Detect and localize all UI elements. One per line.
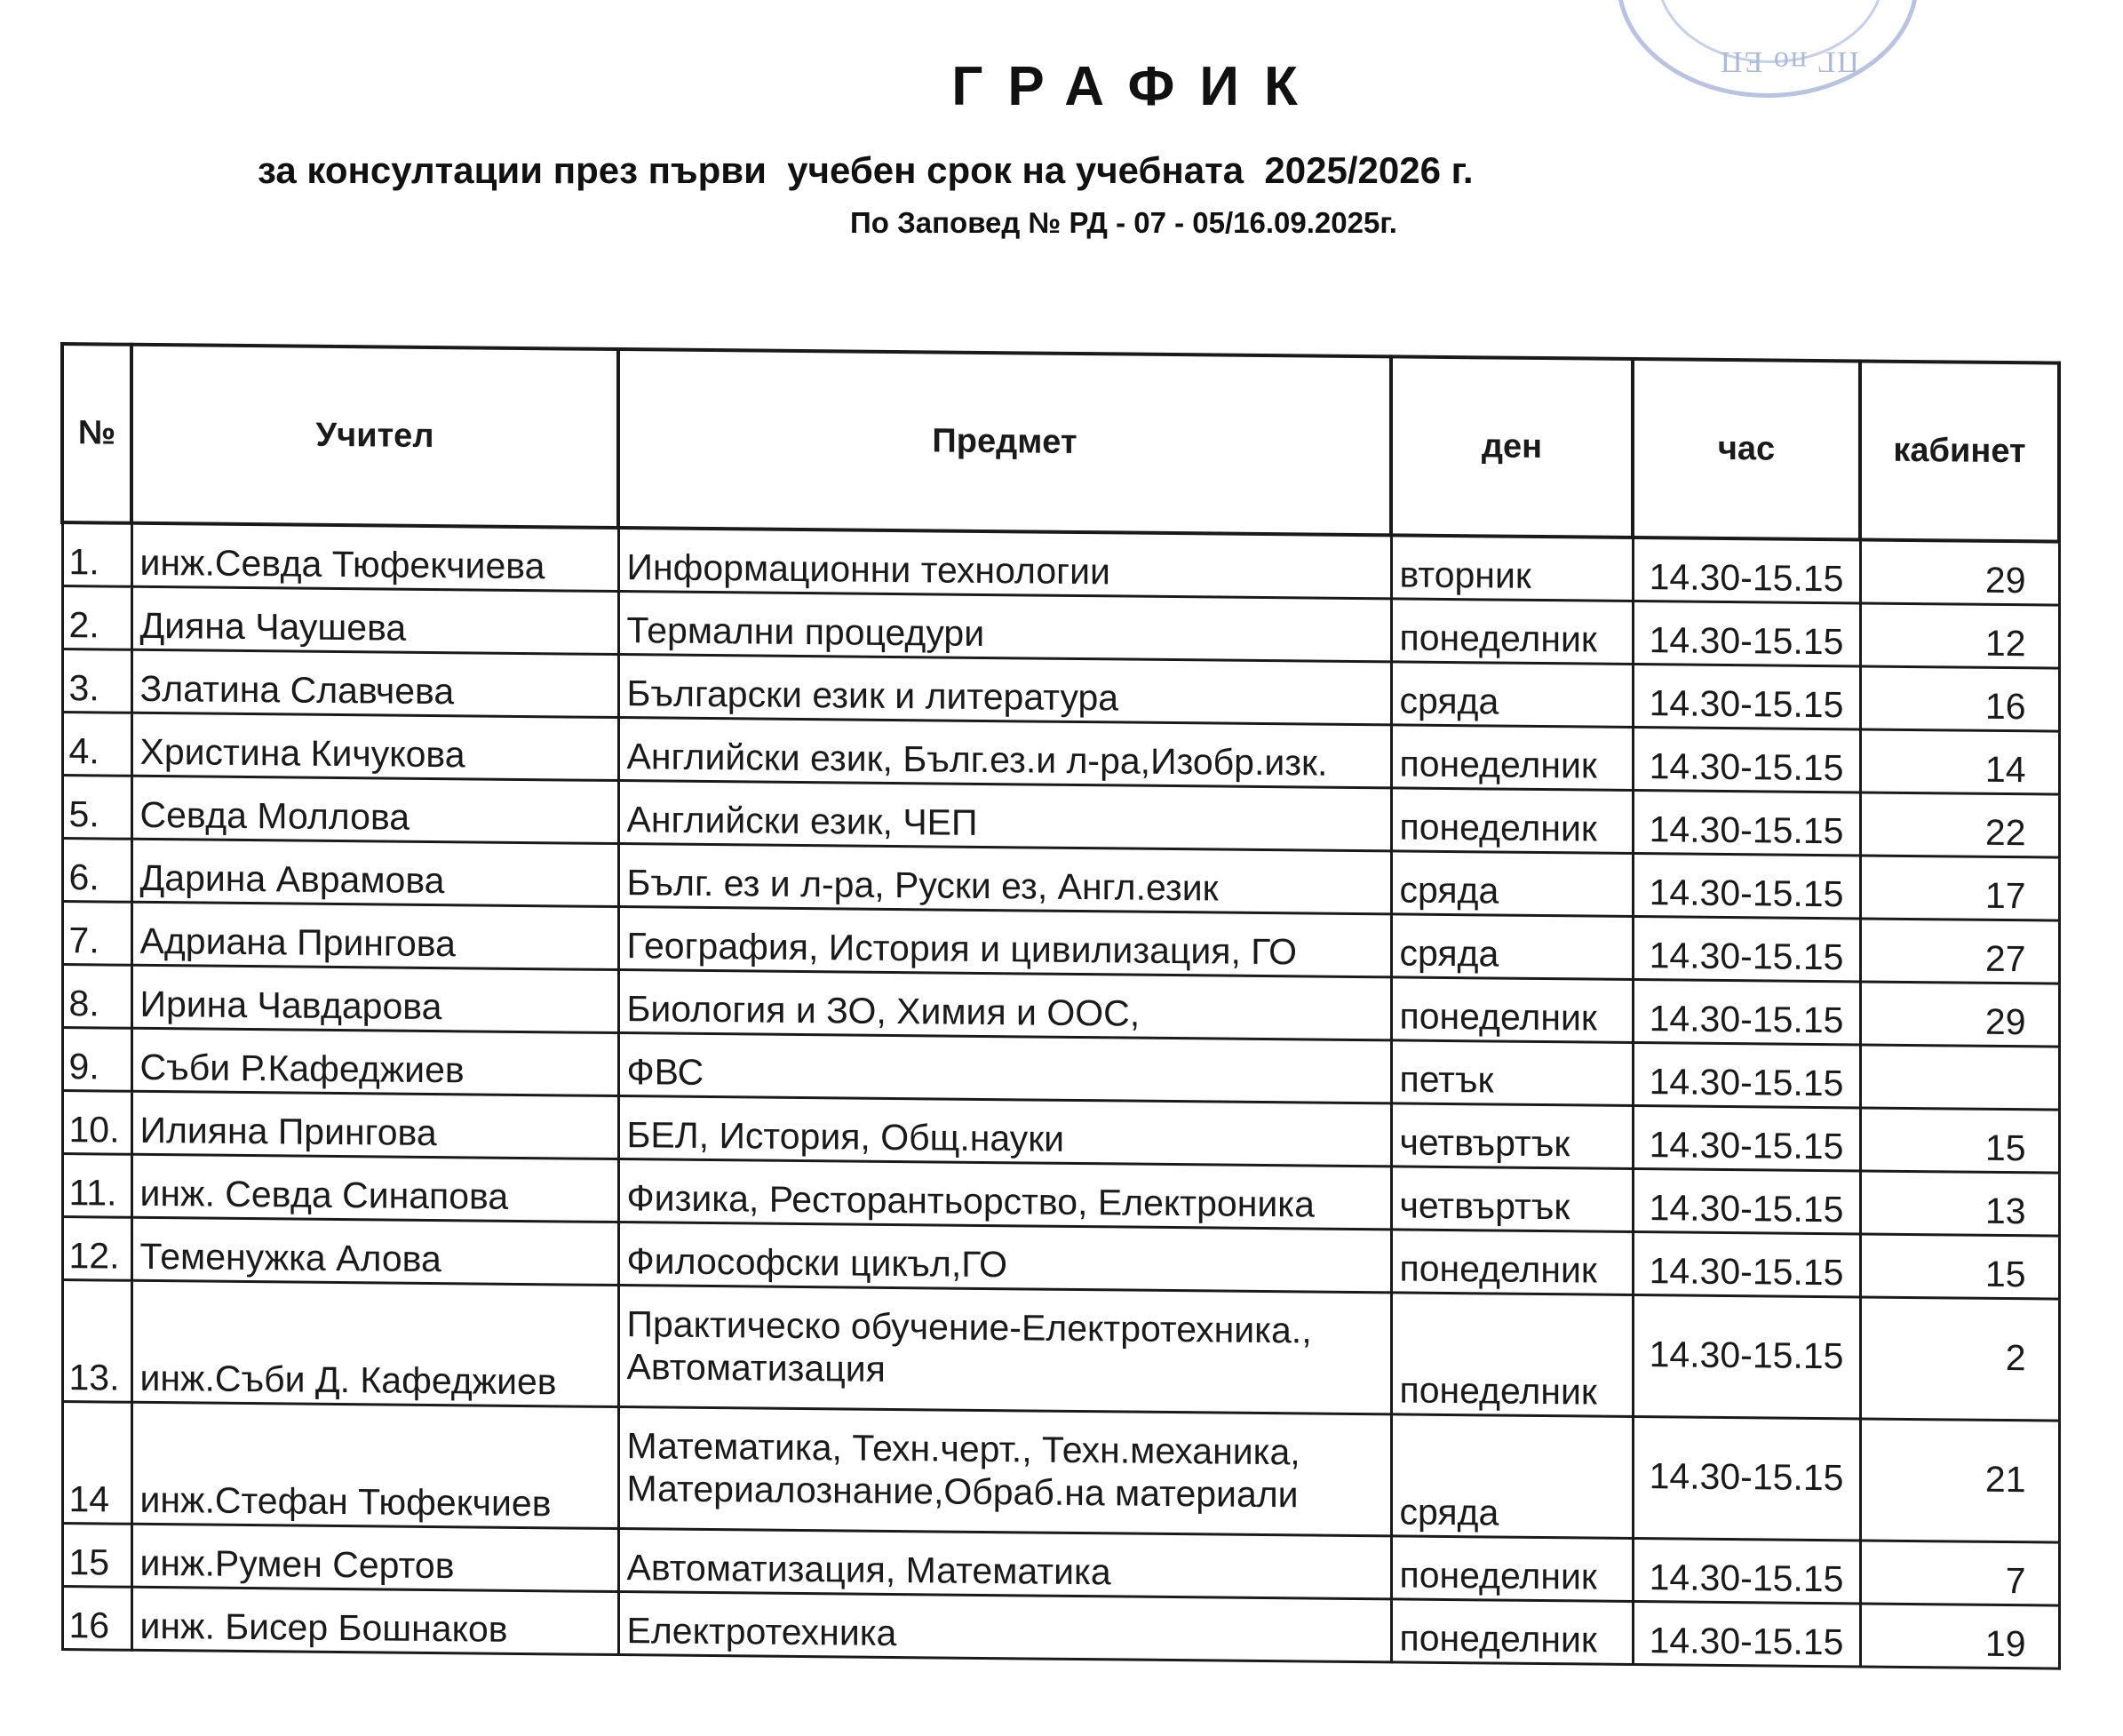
header-day: ден xyxy=(1391,356,1633,538)
cell-hour: 14.30-15.15 xyxy=(1633,1538,1860,1603)
cell-teacher: Адриана Прингова xyxy=(131,902,618,969)
header-teacher: Учител xyxy=(131,345,618,528)
cell-subject: Бълг. ез и л-ра, Руски ез, Англ.език xyxy=(618,844,1391,914)
cell-num: 9. xyxy=(62,1028,131,1092)
cell-room: 14 xyxy=(1860,729,2059,794)
cell-subject: Философски цикъл,ГО xyxy=(618,1222,1391,1293)
cell-subject: ФВС xyxy=(618,1033,1391,1103)
cell-hour: 14.30-15.15 xyxy=(1633,1231,1860,1296)
cell-num: 16 xyxy=(62,1587,131,1651)
cell-day: понеделник xyxy=(1391,1230,1633,1295)
cell-subject: Английски език, ЧЕП xyxy=(618,781,1391,851)
header-num: № xyxy=(62,344,131,523)
document-subtitle: за консултации през първи учебен срок на учебната 2025/2026 г. xyxy=(258,149,1474,191)
cell-hour: 14.30-15.15 xyxy=(1633,727,1860,792)
cell-num: 15 xyxy=(62,1524,131,1588)
cell-day: четвъртък xyxy=(1391,1103,1633,1169)
cell-num: 2. xyxy=(62,586,131,650)
cell-hour: 14.30-15.15 xyxy=(1633,601,1860,665)
cell-hour: 14.30-15.15 xyxy=(1633,1042,1860,1107)
cell-room: 13 xyxy=(1860,1171,2059,1236)
table-row xyxy=(62,1402,2059,1543)
cell-day: понеделник xyxy=(1391,725,1633,791)
cell-day: петък xyxy=(1391,1040,1633,1106)
cell-day: понеделник xyxy=(1391,788,1633,854)
cell-teacher: инж.Съби Д. Кафеджиев xyxy=(131,1280,618,1406)
cell-teacher: инж.Севда Тюфекчиева xyxy=(131,523,618,592)
table-row xyxy=(62,1280,2059,1421)
cell-hour: 14.30-15.15 xyxy=(1633,1294,1860,1418)
cell-day: понеделник xyxy=(1391,1293,1633,1417)
cell-hour: 14.30-15.15 xyxy=(1633,538,1860,603)
cell-hour: 14.30-15.15 xyxy=(1633,979,1860,1044)
cell-num: 13. xyxy=(62,1280,131,1403)
cell-teacher: Теменужка Алова xyxy=(131,1217,618,1285)
cell-subject: Автоматизация, Математика xyxy=(618,1529,1391,1599)
cell-subject: Електротехника xyxy=(618,1592,1391,1662)
cell-num: 1. xyxy=(62,522,131,586)
stamp-text: ПГ по ЕП xyxy=(1719,45,1859,78)
cell-room: 21 xyxy=(1860,1419,2059,1542)
cell-room: 29 xyxy=(1860,539,2059,605)
cell-room: 2 xyxy=(1860,1297,2059,1421)
cell-room: 19 xyxy=(1860,1604,2059,1668)
cell-teacher: инж. Бисер Бошнаков xyxy=(131,1587,618,1654)
cell-subject: Практическо обучение-Електротехника., Автоматизация xyxy=(618,1286,1391,1414)
cell-subject: Термални процедури xyxy=(618,592,1391,662)
cell-subject: Информационни технологии xyxy=(618,528,1391,599)
cell-day: понеделник xyxy=(1391,977,1633,1043)
cell-day: вторник xyxy=(1391,535,1633,601)
cell-num: 5. xyxy=(62,776,131,840)
order-reference: По Заповед № РД - 07 - 05/16.09.2025г. xyxy=(850,206,1397,239)
cell-num: 12. xyxy=(62,1217,131,1281)
cell-num: 8. xyxy=(62,965,131,1029)
cell-teacher: Дарина Аврамова xyxy=(131,839,618,906)
cell-room: 7 xyxy=(1860,1541,2059,1605)
cell-room: 16 xyxy=(1860,666,2059,731)
cell-day: четвъртък xyxy=(1391,1167,1633,1232)
cell-day: сряда xyxy=(1391,662,1633,728)
cell-subject: Математика, Техн.черт., Техн.механика, Материалознание,Обраб.на материали xyxy=(618,1407,1391,1536)
cell-teacher: Илияна Прингова xyxy=(131,1091,618,1159)
cell-subject: БЕЛ, История, Общ.науки xyxy=(618,1096,1391,1167)
cell-num: 6. xyxy=(62,839,131,903)
cell-hour: 14.30-15.15 xyxy=(1633,1168,1860,1233)
cell-day: сряда xyxy=(1391,914,1633,980)
cell-day: сряда xyxy=(1391,851,1633,917)
cell-num: 10. xyxy=(62,1091,131,1155)
cell-teacher: Ирина Чавдарова xyxy=(131,965,618,1032)
cell-day: понеделник xyxy=(1391,1599,1633,1665)
cell-teacher: Дияна Чаушева xyxy=(131,586,618,654)
cell-room: 22 xyxy=(1860,792,2059,857)
cell-room: 17 xyxy=(1860,856,2059,920)
cell-teacher: инж.Стефан Тюфекчиев xyxy=(131,1402,618,1528)
cell-subject: Български език и литература xyxy=(618,655,1391,725)
cell-teacher: Златина Славчева xyxy=(131,649,618,717)
cell-teacher: инж.Румен Сертов xyxy=(131,1524,618,1591)
schedule-table xyxy=(60,342,2061,1670)
header-room: кабинет xyxy=(1860,361,2059,541)
document-title: ГРАФИК xyxy=(951,56,1323,117)
cell-num: 11. xyxy=(62,1154,131,1218)
cell-num: 3. xyxy=(62,649,131,713)
header-subject: Предмет xyxy=(618,349,1391,535)
cell-room: 29 xyxy=(1860,982,2059,1047)
cell-hour: 14.30-15.15 xyxy=(1633,1601,1860,1666)
cell-teacher: инж. Севда Синапова xyxy=(131,1154,618,1222)
cell-subject: География, История и цивилизация, ГО xyxy=(618,907,1391,977)
cell-hour: 14.30-15.15 xyxy=(1633,664,1860,729)
cell-day: сряда xyxy=(1391,1414,1633,1539)
cell-num: 7. xyxy=(62,902,131,966)
cell-subject: Физика, Ресторантьорство, Електроника xyxy=(618,1159,1391,1230)
cell-room xyxy=(1860,1045,2059,1110)
cell-room: 15 xyxy=(1860,1234,2059,1299)
cell-teacher: Севда Моллова xyxy=(131,776,618,843)
cell-room: 15 xyxy=(1860,1108,2059,1173)
cell-room: 27 xyxy=(1860,919,2059,983)
cell-hour: 14.30-15.15 xyxy=(1633,790,1860,855)
cell-teacher: Съби Р.Кафеджиев xyxy=(131,1028,618,1095)
cell-hour: 14.30-15.15 xyxy=(1633,1416,1860,1540)
cell-teacher: Христина Кичукова xyxy=(131,713,618,780)
cell-hour: 14.30-15.15 xyxy=(1633,1105,1860,1170)
cell-num: 14 xyxy=(62,1402,131,1525)
cell-hour: 14.30-15.15 xyxy=(1633,853,1860,918)
table-header-row xyxy=(62,344,2059,542)
cell-day: понеделник xyxy=(1391,1536,1633,1602)
cell-hour: 14.30-15.15 xyxy=(1633,916,1860,981)
cell-subject: Биология и ЗО, Химия и ООС, xyxy=(618,970,1391,1040)
cell-room: 12 xyxy=(1860,603,2059,668)
schedule-table-wrapper xyxy=(60,342,2057,1670)
cell-num: 4. xyxy=(62,713,131,776)
cell-subject: Английски език, Бълг.ез.и л-ра,Изобр.изк. xyxy=(618,718,1391,788)
header-hour: час xyxy=(1633,359,1860,539)
cell-day: понеделник xyxy=(1391,599,1633,665)
